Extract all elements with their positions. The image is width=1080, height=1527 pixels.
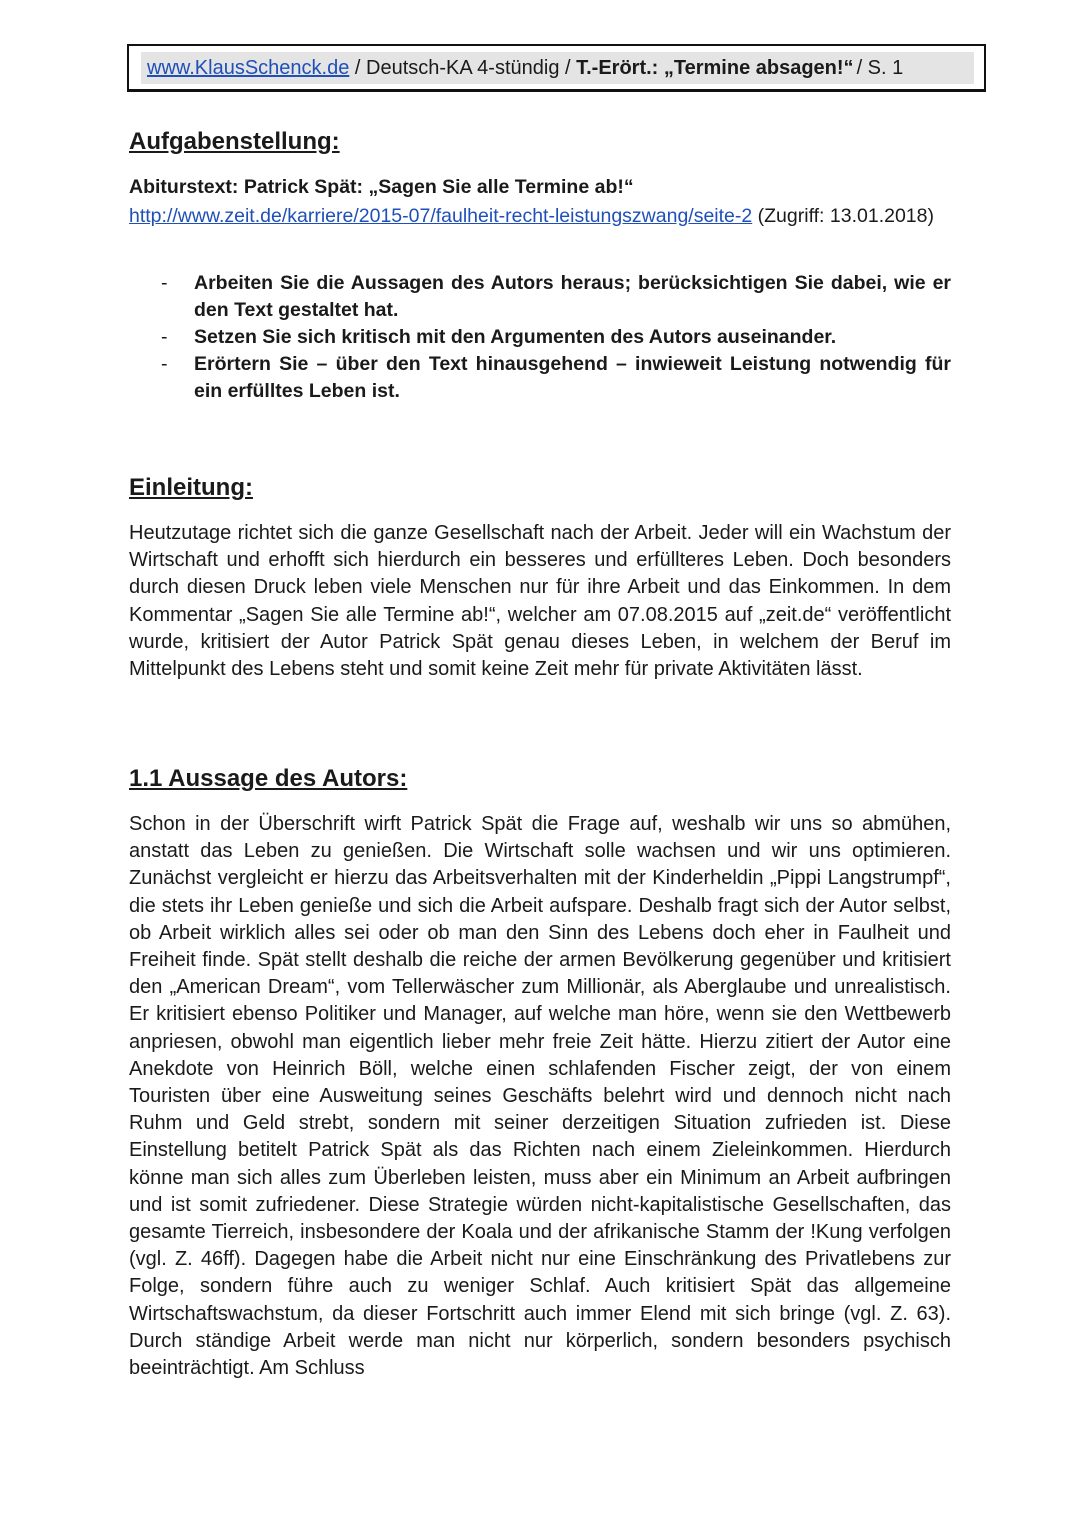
header-course: / Deutsch-KA 4-stündig / xyxy=(349,56,577,79)
page-header xyxy=(127,44,986,92)
heading-aufgabenstellung: Aufgabenstellung: xyxy=(129,128,340,155)
header-topic: T.-Erört.: „Termine absagen!“ xyxy=(576,56,854,79)
heading-aussage: 1.1 Aussage des Autors: xyxy=(129,765,408,792)
header-bar xyxy=(141,52,974,84)
aussage-paragraph: Schon in der Überschrift wirft Patrick Spät die Frage auf, weshalb wir uns so abmühen, anstatt das Leben zu genießen. Die Wirtschaft solle wachsen und wir uns optimieren. Zunächst vergleicht er hierzu das Arbeitsverhalten mit der Kinderheldin „Pippi Langstrumpf“, die stets ihr Leben genieße und sich die Arbeit aufspare. Deshalb fragt sich der Autor selbst, ob Arbeit wirklich alles sei oder ob man den Sinn des Lebens doch eher in Faulheit und Freiheit finde. Spät stellt deshalb die reiche der armen Bevölkerung gegenüber und kritisiert den „American Dream“, vom Tellerwäscher zum Millionär, als Aberglaube und unrealistisch. Er kritisiert ebenso Politiker und Manager, auf welche man höre, wenn sie den Wettbewerb anpriesen, obwohl man eigentlich lieber mehr freie Zeit hätte. Hierzu zitiert der Autor eine Anekdote von Heinrich Böll, welche einen schlafenden Fischer zeigt, der von einem Touristen über eine Ausweitung seines Geschäfts belehrt wird und dennoch nicht nach Ruhm und Geld strebt, sondern mit seiner derzeitigen Situation zufrieden ist. Diese Einstellung betitelt Patrick Spät als das Richten nach einem Zieleinkommen. Hierdurch könne man sich alles zum Überleben leisten, muss aber ein Minimum an Arbeit aufbringen und ist somit zufriedener. Diese Strategie würden nicht-kapitalistische Gesellschaften, das gesamte Tierreich, insbesondere der Koala und der afrikanische Stamm der !Kung verfolgen (vgl. Z. 46ff). Dagegen habe die Arbeit nicht nur eine Einschränkung des Privatlebens zur Folge, sondern führe auch zu weniger Schlaf. Auch kritisiert Spät das allgemeine Wirtschaftswachstum, da dieser Fortschritt auch immer Elend mit sich bringe (vgl. Z. 63). Durch ständige Arbeit werde man nicht nur körperlich, sondern besonders psychisch beeinträchtigt. Am Schluss xyxy=(129,813,951,1380)
task-list xyxy=(129,270,951,405)
source-reference xyxy=(129,203,951,230)
einleitung-paragraph: Heutzutage richtet sich die ganze Gesellschaft nach der Arbeit. Jeder will ein Wachstum der Wirtschaft und erhofft sich hierdurch ein besseres und erfüllteres Leben. Doch besonders durch diesen Druck leben viele Menschen nur für ihre Arbeit und das Einkommen. In dem Kommentar „Sagen Sie alle Termine ab!“, welcher am 07.08.2015 auf „zeit.de“ veröffentlicht wurde, kritisiert der Autor Patrick Spät genau dieses Leben, in welchem der Beruf im Mittelpunkt des Lebens steht und somit keine Zeit mehr für private Aktivitäten lässt. xyxy=(129,522,951,681)
task-item: - Erörtern Sie – über den Text hinausgehend – inwieweit Leistung notwendig für ein erfülltes Leben ist. xyxy=(161,353,951,402)
source-title: Abiturstext: Patrick Spät: „Sagen Sie alle Termine ab!“ xyxy=(129,176,634,198)
task-item: - Setzen Sie sich kritisch mit den Argumenten des Autors auseinander. xyxy=(161,326,837,348)
task-item: - Arbeiten Sie die Aussagen des Autors heraus; berücksichtigen Sie dabei, wie er den Text gestaltet hat. xyxy=(161,272,951,321)
source-url-link[interactable]: http://www.zeit.de/karriere/2015-07/faulheit-recht-leistungszwang/seite-2 xyxy=(129,205,753,227)
header-page: / S. 1 xyxy=(856,56,904,79)
access-date: (Zugriff: 13.01.2018) xyxy=(752,205,934,227)
heading-einleitung: Einleitung: xyxy=(129,474,253,501)
site-link[interactable]: www.KlausSchenck.de xyxy=(147,56,350,79)
